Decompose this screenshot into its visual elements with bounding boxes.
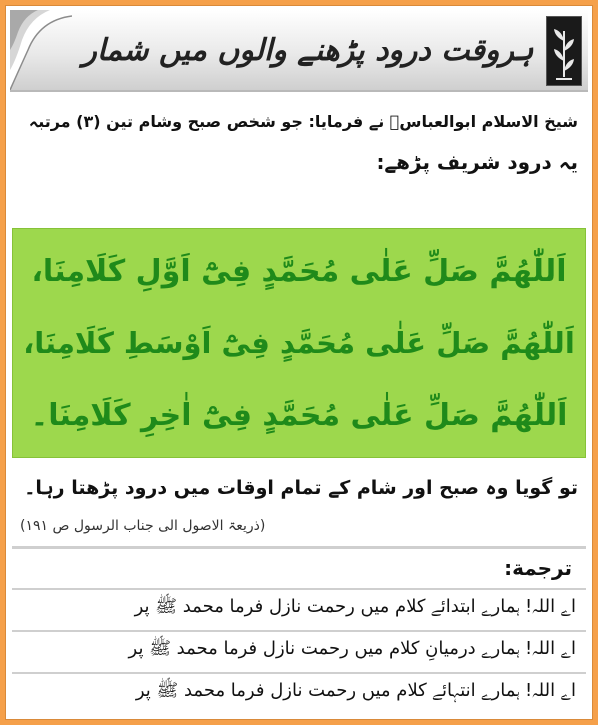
translation-row-2: اے اللہ! ہمارے درمیانِ کلام میں رحمت نازل فرما محمد ﷺ پر: [12, 630, 586, 664]
translation-row-3: اے اللہ! ہمارے انتہائے کلام میں رحمت نازل فرما محمد ﷺ پر: [12, 672, 586, 706]
page-curl-icon: [10, 10, 72, 90]
reference-citation: (ذریعۃ الاصول الی جناب الرسول ص ۱۹۱): [20, 518, 266, 534]
durood-line-3: اَللّٰهُمَّ صَلِّ عَلٰى مُحَمَّدٍ فِىْٓ اٰخِرِ كَلَامِنَا۔: [30, 397, 568, 433]
durood-line-1: اَللّٰهُمَّ صَلِّ عَلٰى مُحَمَّدٍ فِىْٓ اَوَّلِ كَلَامِنَا،: [31, 253, 567, 289]
conclusion-text: تو گویا وہ صبح اور شام کے تمام اوقات میں درود پڑھتا رہا۔: [24, 477, 578, 499]
intro-line-2: یہ درود شریف پڑھے:: [376, 150, 578, 174]
title-banner: [10, 10, 588, 92]
intro-line-1: شیخ الاسلام ابوالعباسؒ نے فرمایا: جو شخص صبح وشام تین (۳) مرتبہ: [28, 112, 578, 131]
intro-paragraph: [20, 102, 578, 214]
translation-row-1: اے اللہ! ہمارے ابتدائے کلام میں رحمت نازل فرما محمد ﷺ پر: [12, 588, 586, 622]
durood-box: [12, 228, 586, 458]
page-title: ہروقت درود پڑھنے والوں میں شمار: [82, 32, 534, 68]
plant-logo-icon: [546, 16, 582, 86]
divider: [12, 546, 586, 549]
translation-heading: ترجمة:: [504, 556, 572, 580]
content-card: [5, 5, 593, 720]
durood-line-2: اَللّٰهُمَّ صَلِّ عَلٰى مُحَمَّدٍ فِىْٓ اَوْسَطِ كَلَامِنَا،: [23, 326, 575, 360]
